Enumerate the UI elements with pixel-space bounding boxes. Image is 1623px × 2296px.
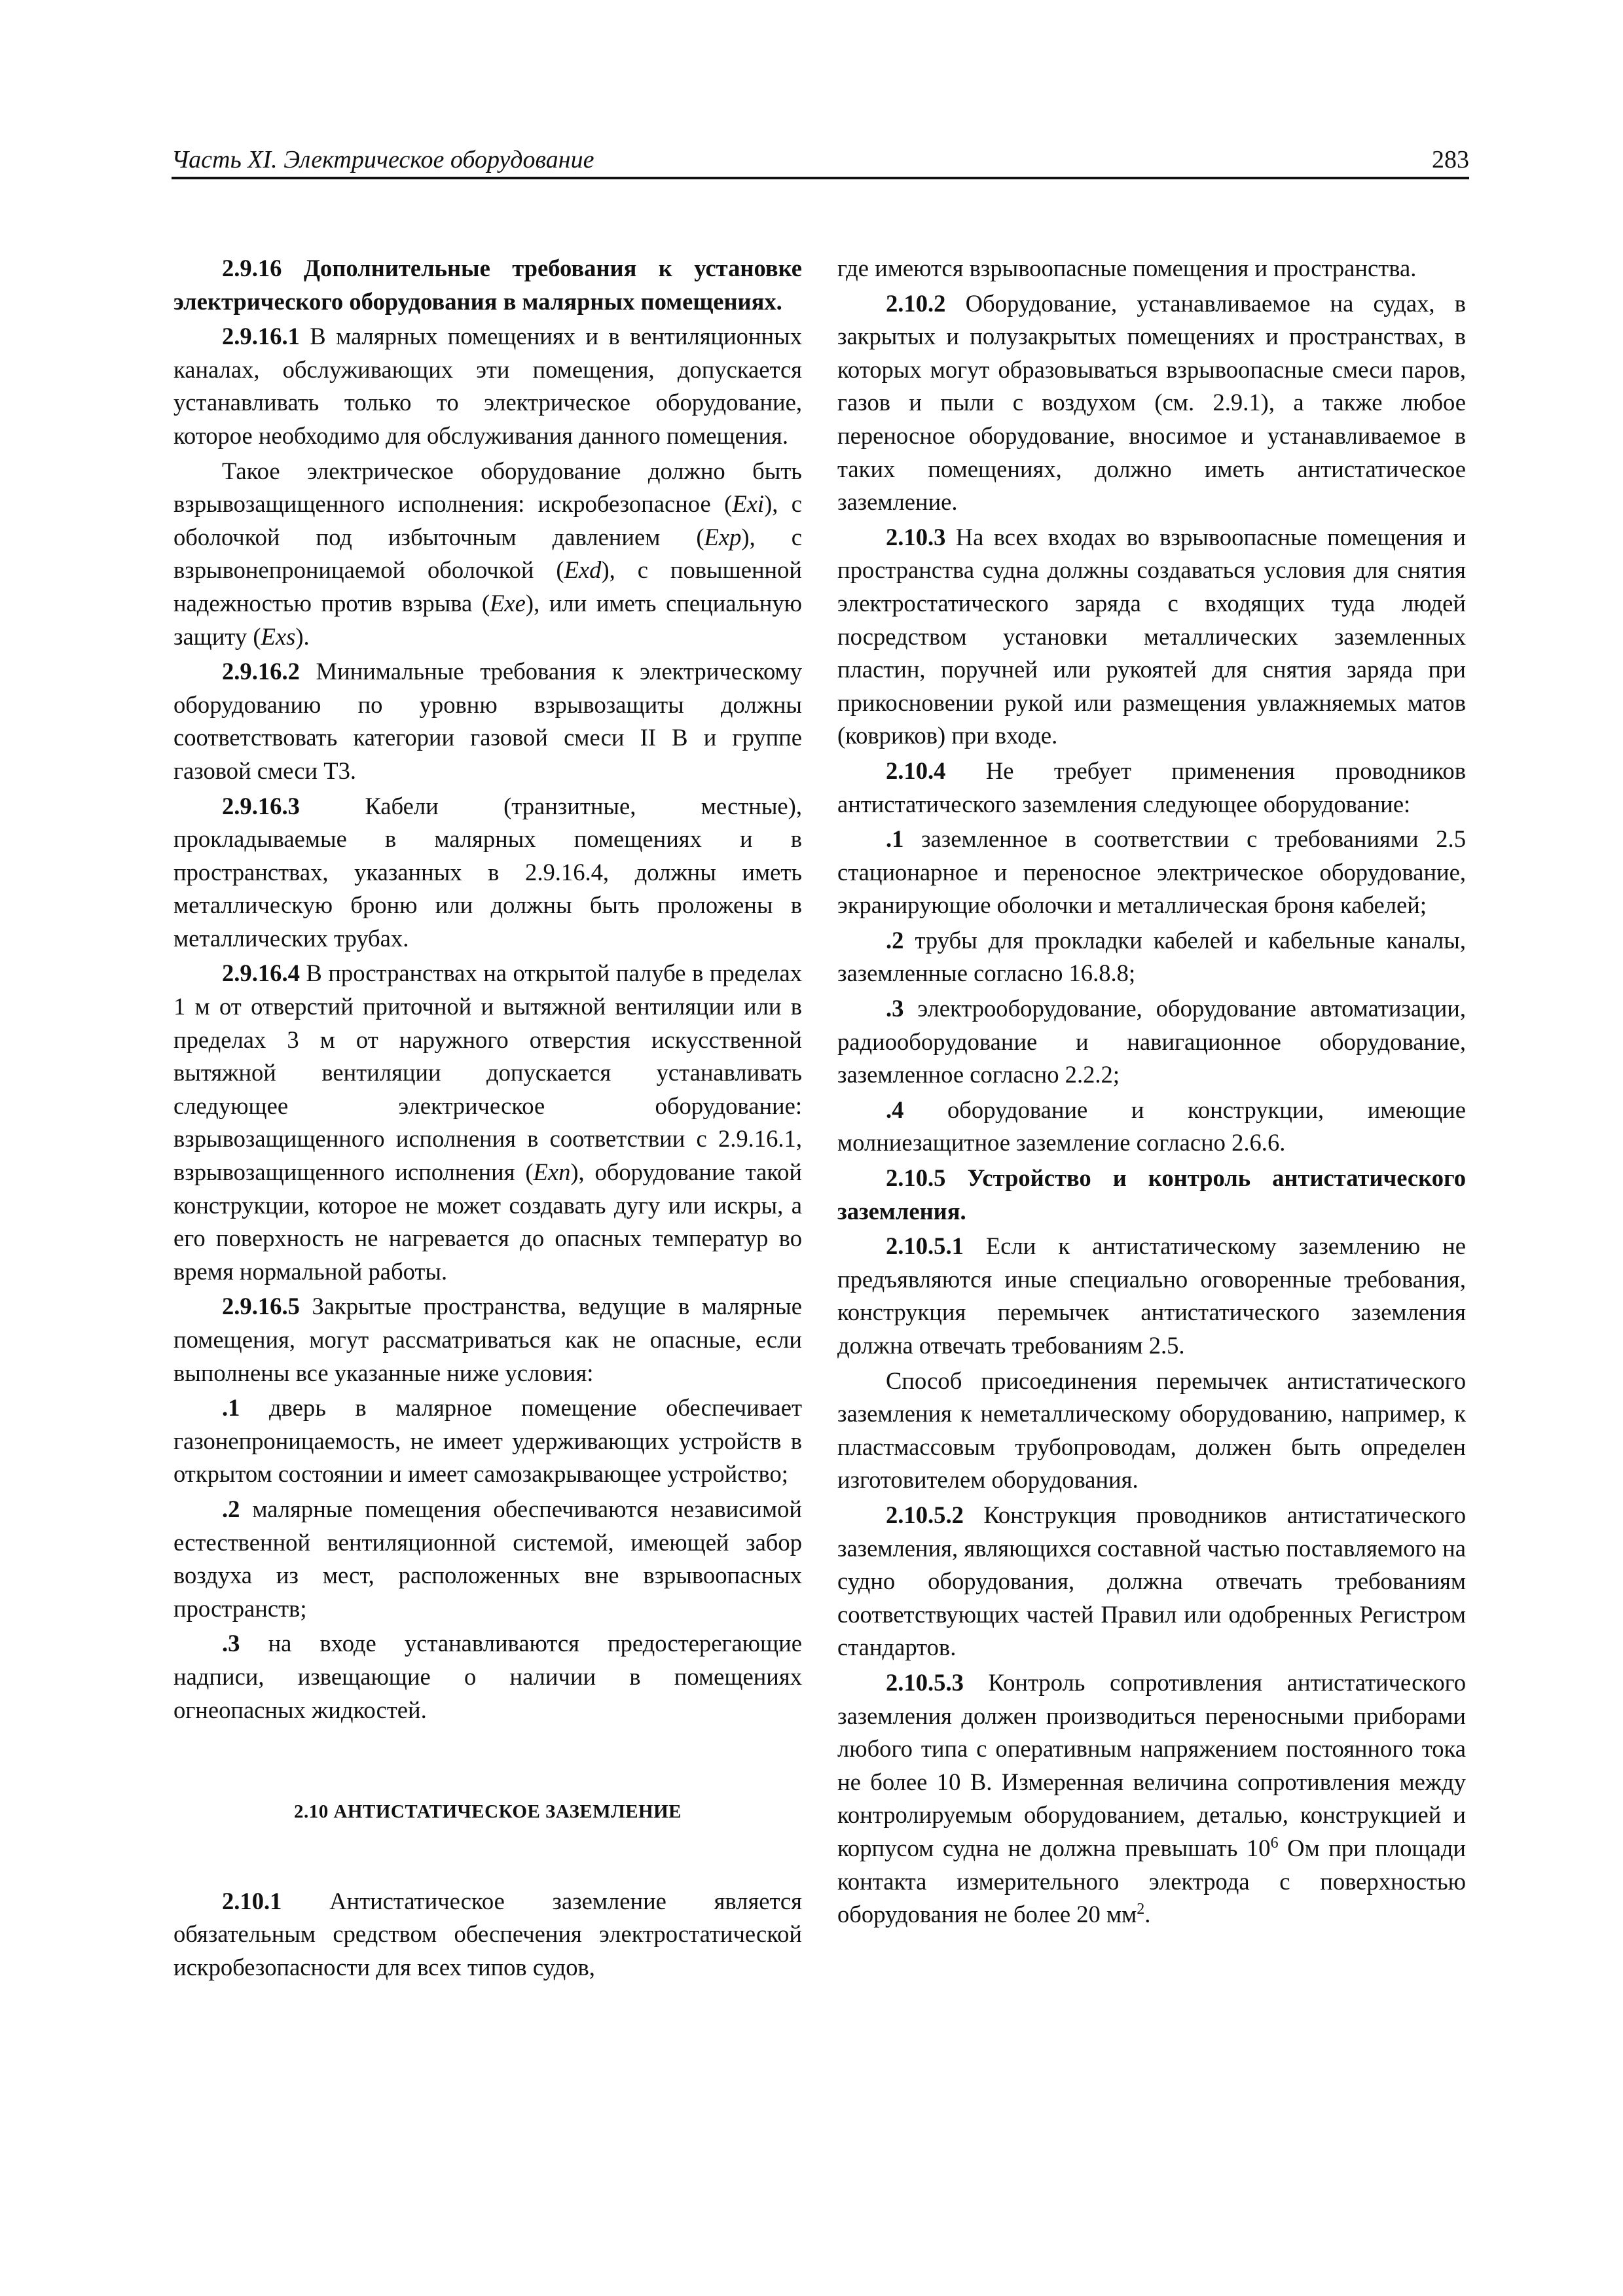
paragraph-2-10-5: 2.10.5 Устройство и контроль антистатического заземления. bbox=[837, 1164, 1466, 1225]
paragraph-2-10-5-2: 2.10.5.2 Конструкция проводников антистатического заземления, являющихся составной частью поставляемого на судно оборудования, должна отвечать требованиям соответствующих частей Правил или одобренных Регистром стандартов. bbox=[837, 1501, 1466, 1661]
list-item-2: .2 трубы для прокладки кабелей и кабельные каналы, заземленные согласно 16.8.8; bbox=[837, 926, 1466, 987]
header-rule bbox=[172, 177, 1469, 179]
right-column bbox=[837, 252, 1466, 1933]
paragraph-2-9-16-1: 2.9.16.1 В малярных помещениях и в вентиляционных каналах, обслуживающих эти помещения, допускается устанавливать только то электрическое оборудование, которое необходимо для обслуживания данного помещения. bbox=[173, 323, 802, 449]
page-number: 283 bbox=[1432, 146, 1469, 173]
section-title: 2.10 АНТИСТАТИЧЕСКОЕ ЗАЗЕМЛЕНИЕ bbox=[293, 1801, 682, 1823]
list-item-4: .4 оборудование и конструкции, имеющие молниезащитное заземление согласно 2.6.6. bbox=[837, 1096, 1466, 1157]
list-item-2: .2 малярные помещения обеспечиваются независимой естественной вентиляционной системой, имеющей забор воздуха из мест, расположенных вне взрывоопасных пространств; bbox=[173, 1495, 802, 1622]
paragraph-2-9-16-3: 2.9.16.3 Кабели (транзитные, местные), прокладываемые в малярных помещениях и в пространствах, указанных в 2.9.16.4, должны иметь металлическую броню или должны быть проложены в металлических трубах. bbox=[173, 792, 802, 952]
list-item-1: .1 дверь в малярное помещение обеспечивает газонепроницаемость, не имеет удерживающих устройств в открытом состоянии и имеет самозакрывающее устройство; bbox=[173, 1394, 802, 1488]
paragraph-2-9-16: 2.9.16 Дополнительные требования к установке электрического оборудования в малярных помещениях. bbox=[173, 255, 802, 315]
left-column bbox=[173, 252, 802, 1986]
list-item-1: .1 заземленное в соответствии с требованиями 2.5 стационарное и переносное электрическое оборудование, экранирующие оболочки и металлическая броня кабелей; bbox=[837, 825, 1466, 919]
paragraph-2-9-16-4: 2.9.16.4 В пространствах на открытой палубе в пределах 1 м от отверстий приточной и вытяжной вентиляции или в пределах 3 м от наружного отверстия искусственной вытяжной вентиляции допускается устанавливать следующее электрическое оборудование: взрывозащищенного исполнения в соответствии с 2.9.16.1, взрывозащищенного исполнения (Exn), оборудование такой конструкции, которое не может создавать дугу или искры, а его поверхность не нагревается до опасных температур во время нормальной работы. bbox=[173, 960, 802, 1285]
list-item-3: .3 на входе устанавливаются предостерегающие надписи, извещающие о наличии в помещениях огнеопасных жидкостей. bbox=[173, 1630, 802, 1723]
paragraph-2-10-1: 2.10.1 Антистатическое заземление является обязательным средством обеспечения электростатической искробезопасности для всех типов судов, bbox=[173, 1887, 802, 1981]
paragraph-attachment-method: Способ присоединения перемычек антистатического заземления к неметаллическому оборудованию, например, к пластмассовым трубопроводам, должен быть определен изготовителем оборудования. bbox=[837, 1367, 1466, 1494]
paragraph-2-9-16-2: 2.9.16.2 Минимальные требования к электрическому оборудованию по уровню взрывозащиты должны соответствовать категории газовой смеси II В и группе газовой смеси Т3. bbox=[173, 658, 802, 784]
paragraph-continuation: где имеются взрывоопасные помещения и пространства. bbox=[837, 255, 1417, 281]
paragraph-ex-types: Такое электрическое оборудование должно быть взрывозащищенного исполнения: искробезопасное (Exi), с оболочкой под избыточным давлением (Exp), с взрывонепроницаемой оболочкой (Exd), с повышенной надежностью против взрыва (Exe), или иметь специальную защиту (Exs). bbox=[173, 457, 802, 650]
list-item-3: .3 электрооборудование, оборудование автоматизации, радиооборудование и навигационное оборудование, заземленное согласно 2.2.2; bbox=[837, 995, 1466, 1088]
paragraph-2-10-5-1: 2.10.5.1 Если к антистатическому заземлению не предъявляются иные специально оговоренные требования, конструкция перемычек антистатического заземления должна отвечать требованиям 2.5. bbox=[837, 1232, 1466, 1359]
running-title: Часть XI. Электрическое оборудование bbox=[172, 146, 594, 173]
paragraph-2-10-5-3: 2.10.5.3 Контроль сопротивления антистатического заземления должен производиться переносными приборами любого типа с оперативным напряжением постоянного тока не более 10 В. Измеренная величина сопротивления между контролируемым оборудованием, деталью, конструкцией и корпусом судна не должна превышать $10^6$ Ом при площади контакта измерительного электрода с поверхностью оборудования не более 20 $мм^2$. bbox=[837, 1668, 1467, 1928]
paragraph-2-10-3: 2.10.3 На всех входах во взрывоопасные помещения и пространства судна должны создаваться условия для снятия электростатического заряда с входящих туда людей посредством установки металлических заземленных пластин, поручней или рукоятей для снятия заряда при прикосновении рукой или размещения увлажняемых матов (ковриков) при входе. bbox=[837, 523, 1466, 749]
paragraph-2-10-2: 2.10.2 Оборудование, устанавливаемое на судах, в закрытых и полузакрытых помещениях и пространствах, в которых могут образовываться взрывоопасные смеси паров, газов и пыли с воздухом (см. 2.9.1), а также любое переносное оборудование, вносимое и устанавливаемое в таких помещениях, должно иметь антистатическое заземление. bbox=[837, 289, 1466, 516]
page-header bbox=[172, 145, 1469, 179]
paragraph-2-10-4: 2.10.4 Не требует применения проводников антистатического заземления следующее оборудование: bbox=[837, 757, 1466, 817]
paragraph-2-9-16-5: 2.9.16.5 Закрытые пространства, ведущие в малярные помещения, могут рассматриваться как не опасные, если выполнены все указанные ниже условия: bbox=[173, 1293, 802, 1386]
